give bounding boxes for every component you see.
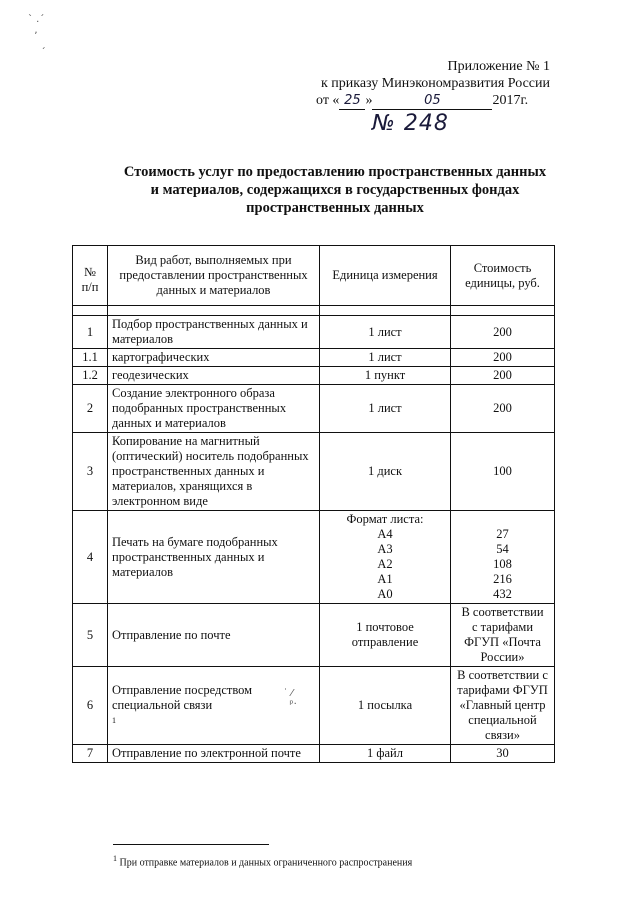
- order-reference: к приказу Минэкономразвития России: [320, 76, 550, 91]
- date-day-handwritten: 25: [339, 92, 365, 110]
- header-number: № п/п: [73, 246, 108, 306]
- table-row: 1.2 геодезических 1 пункт 200: [73, 367, 555, 385]
- print-price-list: 27 54 108 216 432: [451, 511, 555, 604]
- table-row: 7 Отправление по электронной почте 1 файл 30: [73, 745, 555, 763]
- table-row: 2 Создание электронного образа подобранных пространственных данных и материалов 1 лист 200: [73, 385, 555, 433]
- date-month-handwritten: 05: [372, 92, 492, 110]
- order-number-handwritten: № 248: [372, 111, 449, 136]
- table-row: 1.1 картографических 1 лист 200: [73, 349, 555, 367]
- date-year: 2017г.: [492, 93, 529, 108]
- table-header-row: [73, 246, 555, 306]
- header-spacer-row: [73, 306, 555, 316]
- footnote: $^1$ При отправке материалов и данных ограниченного распространения: [113, 854, 413, 869]
- table-row: 1 Подбор пространственных данных и материалов 1 лист 200: [73, 316, 555, 349]
- document-title: Стоимость услуг по предоставлению пространственных данных и материалов, содержащихся в государственных фондах пространственных данных: [123, 164, 547, 216]
- services-price-table: [72, 245, 555, 763]
- appendix-label: Приложение № 1: [447, 59, 550, 74]
- footnote-separator: [113, 844, 269, 845]
- table-row: 5 Отправление по почте 1 почтовое отправление В соответствии с тарифами ФГУП «Почта России»: [73, 604, 555, 667]
- header-unit: Единица измерения: [320, 246, 451, 306]
- appendix-header: [300, 58, 550, 110]
- footnote-mark: 1: [112, 716, 116, 725]
- print-format-list: Формат листа: А4 А3 А2 А1 А0: [320, 511, 451, 604]
- table-row: 3 Копирование на магнитный (оптический) носитель подобранных пространственных данных и материалов, хранящихся в электронном виде 1 диск 100: [73, 433, 555, 511]
- margin-marks: ` .´ , ´: [28, 14, 46, 58]
- table-row: 4 Печать на бумаге подобранных пространственных данных и материалов Формат листа: А4 А3 А2 А1 А0 27 54 108 216 432: [73, 511, 555, 604]
- ink-specks: ˙ ⁄ ᵖ·: [283, 688, 297, 710]
- header-work-type: Вид работ, выполняемых при предоставлении пространственных данных и материалов: [108, 246, 320, 306]
- order-date: от « 25 » 05 2017г.: [316, 93, 529, 108]
- table-row: 6 Отправление посредством специальной связи 1 1 посылка В соответствии с тарифами ФГУП «Главный центр специальной связи»: [73, 667, 555, 745]
- header-price: Стоимость единицы, руб.: [451, 246, 555, 306]
